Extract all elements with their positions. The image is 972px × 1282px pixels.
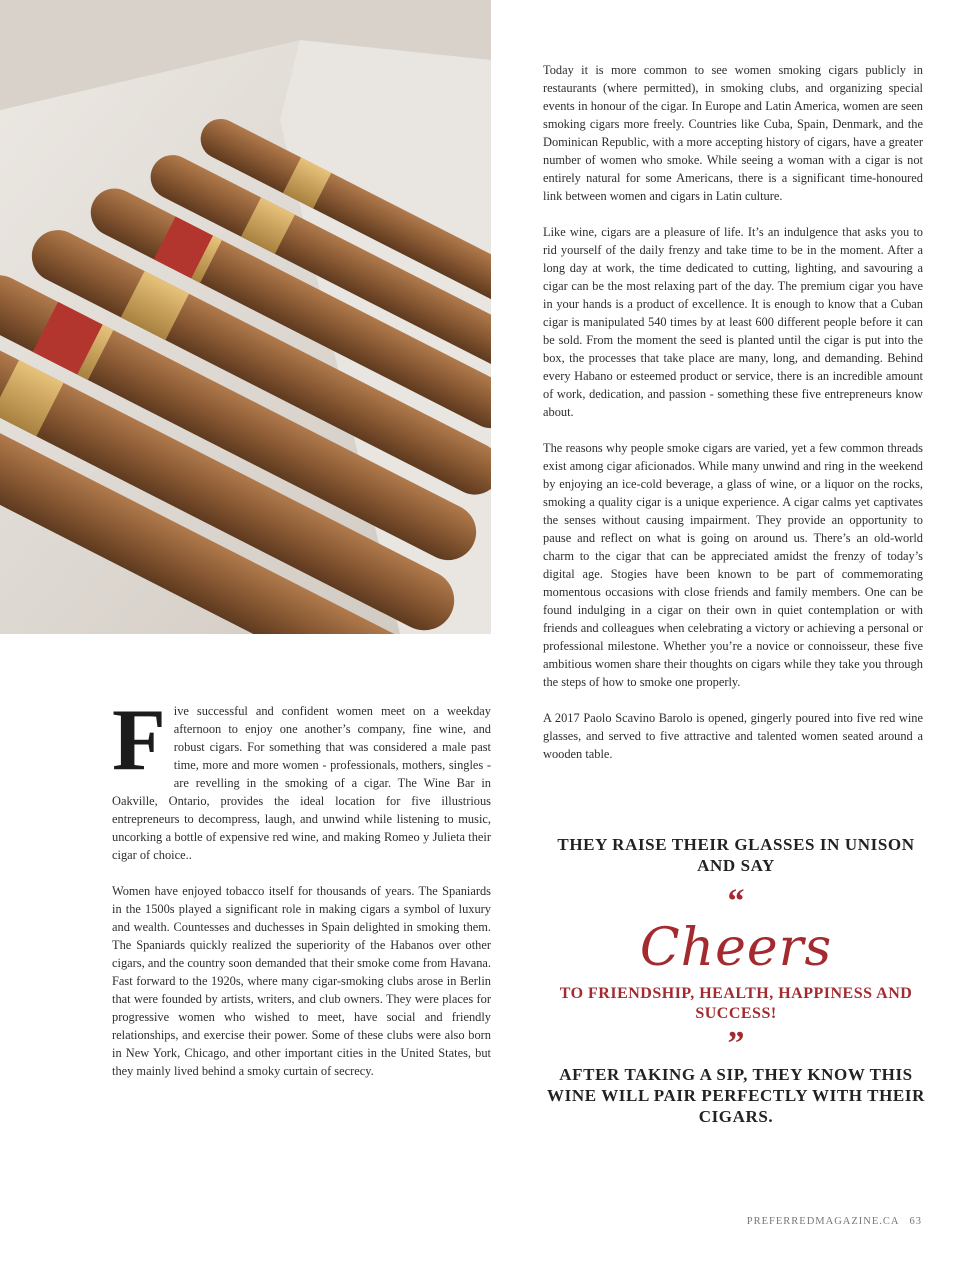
pull-quote-line-2: TO FRIENDSHIP, HEALTH, HAPPINESS AND SUCCESS! — [559, 985, 913, 1022]
pull-quote — [543, 834, 929, 1127]
pull-quote-line-1: THEY RAISE THEIR GLASSES IN UNISON AND SAY — [557, 835, 915, 875]
paragraph: A 2017 Paolo Scavino Barolo is opened, gingerly poured into five red wine glasses, and served to five attractive and talented women seated around a wooden table. — [543, 711, 923, 761]
page-number: 63 — [909, 1216, 922, 1227]
cigar-illustration — [0, 0, 491, 634]
cigar-box-photo — [0, 0, 491, 634]
paragraph: Today it is more common to see women smoking cigars publicly in restaurants (where permitted), in smoking clubs, and organizing special events in honour of the cigar. In Europe and Latin America, women are seen smoking cigars more freely. Countries like Cuba, Spain, Denmark, and the Dominican Republic, with a more accepting history of cigars, have a greater number of women who smoke. While seeing a woman with a cigar is not entirely natural for some Americans, there is a significant time-honoured link between women and cigars in Latin culture. — [543, 63, 923, 203]
cheers-script: Cheers — [639, 918, 833, 978]
paragraph: The reasons why people smoke cigars are varied, yet a few common threads exist among cigar aficionados. While many unwind and ring in the weekend by enjoying an ice-cold beverage, a glass of wine, or a liquor on the rocks, smoking a quality cigar is a unique experience. A cigar calms yet captivates the senses without causing impairment. They provide an opportunity to pause and reflect on what is going on around us. There’s an old-world charm to the cigar that can be appreciated amidst the frenzy of today’s digital age. Stogies have been known to be part of commemorating momentous occasions with close friends and family members. One can be found indulging in a cigar on their own in quiet contemplation or with friends and colleagues when celebrating a victory or achieving a personal or professional milestone. Whether you’re a novice or connoisseur, these five ambitious women share their thoughts on cigars while they take you through the steps of how to smoke one properly. — [543, 441, 923, 689]
paragraph: Like wine, cigars are a pleasure of life. It’s an indulgence that asks you to rid yourself of the daily frenzy and take time to be in the moment. After a long day at work, the time dedicated to cutting, lighting, and savouring a cigar can be the most relaxing part of the day. The premium cigar you have in your hands is a product of excellence. It is enough to know that a Cuban cigar is manipulated 540 times by at least 600 different people before it can be sold. From the moment the seed is planted until the cigar is put into the box, the processes that take place are many, long, and demanding. Behind every Habano or esteemed product or service, there is an incredible amount of work, dedication, and passion - something these five entrepreneurs know about. — [543, 225, 923, 419]
intro-paragraph — [112, 692, 491, 864]
left-text-column — [112, 692, 491, 1098]
site-url: PREFERREDMAGAZINE.CA — [746, 1216, 900, 1227]
intro-text: ive successful and confident women meet on a weekday afternoon to enjoy one another’s company, fine wine, and robust cigars. For something that was considered a male past time, more and more women - professionals, mothers, singles - are revelling in the smoking of a cigar. The Wine Bar in Oakville, Ontario, provides the ideal location for five illustrious entrepreneurs to decompress, laugh, and unwind while listening to music, uncorking a bottle of expensive red wine, and making Romeo y Julieta their cigar of choice.. — [112, 704, 491, 862]
close-quote-mark: ” — [727, 1025, 745, 1062]
page-footer — [700, 1216, 922, 1227]
open-quote-mark: “ — [727, 883, 745, 920]
pull-quote-line-3: AFTER TAKING A SIP, THEY KNOW THIS WINE WILL PAIR PERFECTLY WITH THEIR CIGARS. — [547, 1065, 925, 1126]
paragraph: Women have enjoyed tobacco itself for thousands of years. The Spaniards in the 1500s played a significant role in making cigars a symbol of luxury and wealth. Countesses and duchesses in Spain delighted in smoking them. The Spaniards quickly realized the superiority of the Habanos over other cigars, and the country soon demanded that their smoke come from Havana. Fast forward to the 1920s, where many cigar-smoking clubs arose in Berlin that were founded by artists, writers, and club owners. They were places for progressive women who wished to meet, have social and friendly relationships, and exercise their power. Some of these clubs were also born in New York, Chicago, and other important cities in the United States, but they mainly lived behind a smoky curtain of secrecy. — [112, 884, 491, 1078]
right-text-column — [543, 61, 923, 781]
drop-cap: F — [112, 692, 166, 789]
